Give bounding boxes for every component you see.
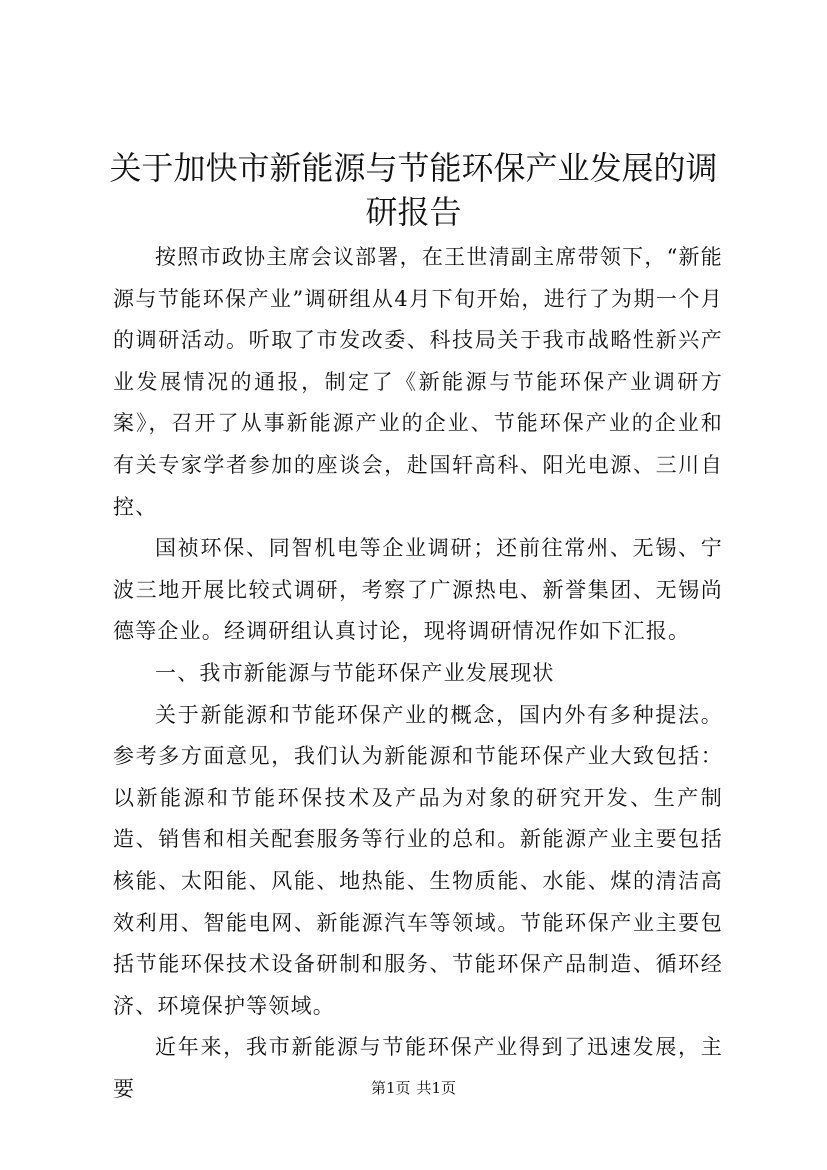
paragraph: 关于新能源和节能环保产业的概念，国内外有多种提法。参考多方面意见，我们认为新能源和节能环保产业大致包括：以新能源和节能环保技术及产品为对象的研究开发、生产制造、销售和相关配套服务等行业的总和。新能源产业主要包括核能、太阳能、风能、地热能、生物质能、水能、煤的清洁高效利用、智能电网、新能源汽车等领域。节能环保产业主要包括节能环保技术设备研制和服务、节能环保产品制造、循环经济、环境保护等领域。 — [113, 702, 723, 1018]
paragraph: 按照市政协主席会议部署，在王世清副主席带领下，“新能源与节能环保产业”调研组从4月下旬开始，进行了为期一个月的调研活动。听取了市发改委、科技局关于我市战略性新兴产业发展情况的通报，制定了《新能源与节能环保产业调研方案》，召开了从事新能源产业的企业、节能环保产业的企业和有关专家学者参加的座谈会，赴国轩高科、阳光电源、三川自控、 — [113, 245, 723, 519]
page-number: 第1页 — [370, 1079, 411, 1097]
document-title: 关于加快市新能源与节能环保产业发展的调研报告 — [109, 149, 718, 231]
section-heading: 一、我市新能源与节能环保产业发展现状 — [155, 660, 555, 685]
page-total: 共1页 — [416, 1079, 457, 1097]
paragraph: 国祯环保、同智机电等企业调研；还前往常州、无锡、宁波三地开展比较式调研，考察了广源热电、新誉集团、无锡尚德等企业。经调研组认真讨论，现将调研情况作如下汇报。 — [113, 536, 723, 644]
document-body — [113, 237, 723, 1110]
page-footer — [0, 1078, 827, 1098]
paragraph: 近年来，我市新能源与节能环保产业得到了迅速发展，主要 — [113, 1035, 723, 1101]
